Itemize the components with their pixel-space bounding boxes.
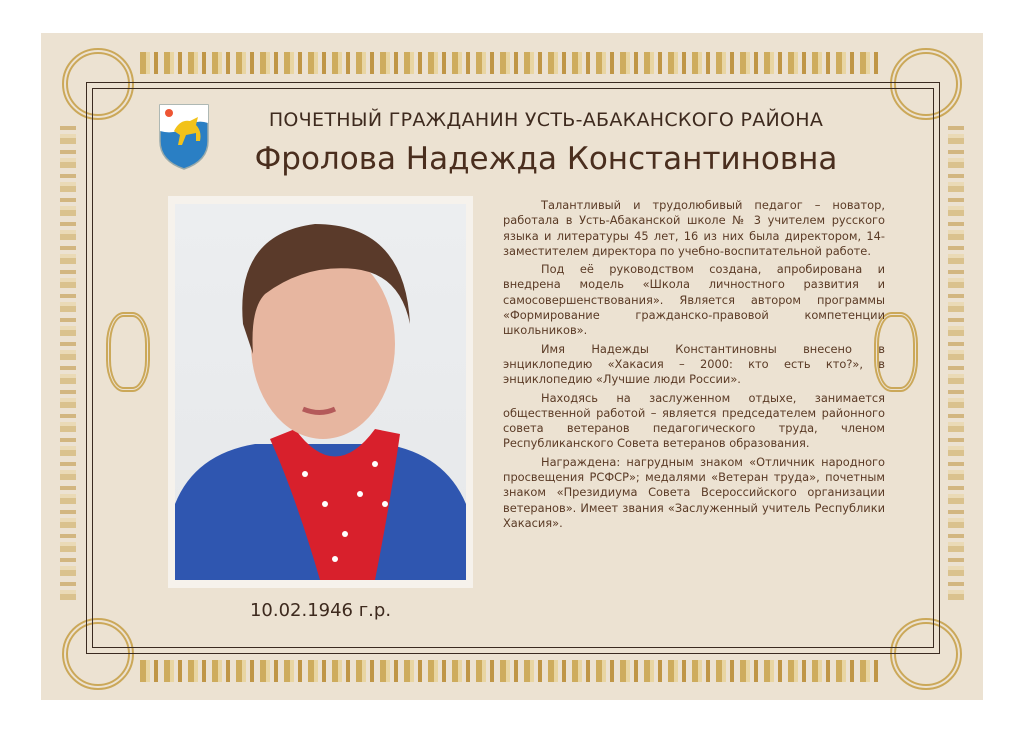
- bottom-ornament: [140, 660, 884, 682]
- top-ornament: [140, 52, 884, 74]
- page-title: ПОЧЕТНЫЙ ГРАЖДАНИН УСТЬ-АБАКАНСКОГО РАЙОНА: [268, 109, 824, 131]
- left-ornament: [60, 120, 76, 600]
- bio-paragraph: Награждена: нагрудным знаком «Отличник народного просвещения РСФСР»; медалями «Ветеран труда», почетным знаком «Президиума Совета Всероссийского организации ветеранов». Имеет звания «Заслуженный учитель Республики Хакасия».: [503, 454, 885, 530]
- portrait-photo: [168, 196, 473, 588]
- birth-date: 10.02.1946 г.р.: [249, 600, 392, 621]
- bio-paragraph: Имя Надежды Константиновны внесено в энциклопедию «Хакасия – 2000: кто есть кто?», в энциклопедию «Лучшие люди России».: [503, 341, 885, 387]
- person-name: Фролова Надежда Константиновна: [254, 141, 838, 177]
- bio-paragraph: Талантливый и трудолюбивый педагог – новатор, работала в Усть-Абаканской школе № 3 учителем русского языка и литературы 45 лет, 16 из них была директором, 14- заместителем директора по учебно-воспитательной работе.: [503, 198, 885, 258]
- portrait-image: [175, 204, 466, 580]
- biography: [503, 198, 885, 534]
- bio-paragraph: Под её руководством создана, апробирована и внедрена модель «Школа личностного развития и самосовершенствования». Является автором программы «Формирование гражданско-правовой компетенции школьников».: [503, 262, 885, 338]
- coat-of-arms-icon: [156, 101, 212, 171]
- right-ornament: [948, 120, 964, 600]
- bio-paragraph: Находясь на заслуженном отдыхе, занимается общественной работой – является председателем районного совета ветеранов педагогического труда, членом Республиканского Совета ветеранов образования.: [503, 390, 885, 451]
